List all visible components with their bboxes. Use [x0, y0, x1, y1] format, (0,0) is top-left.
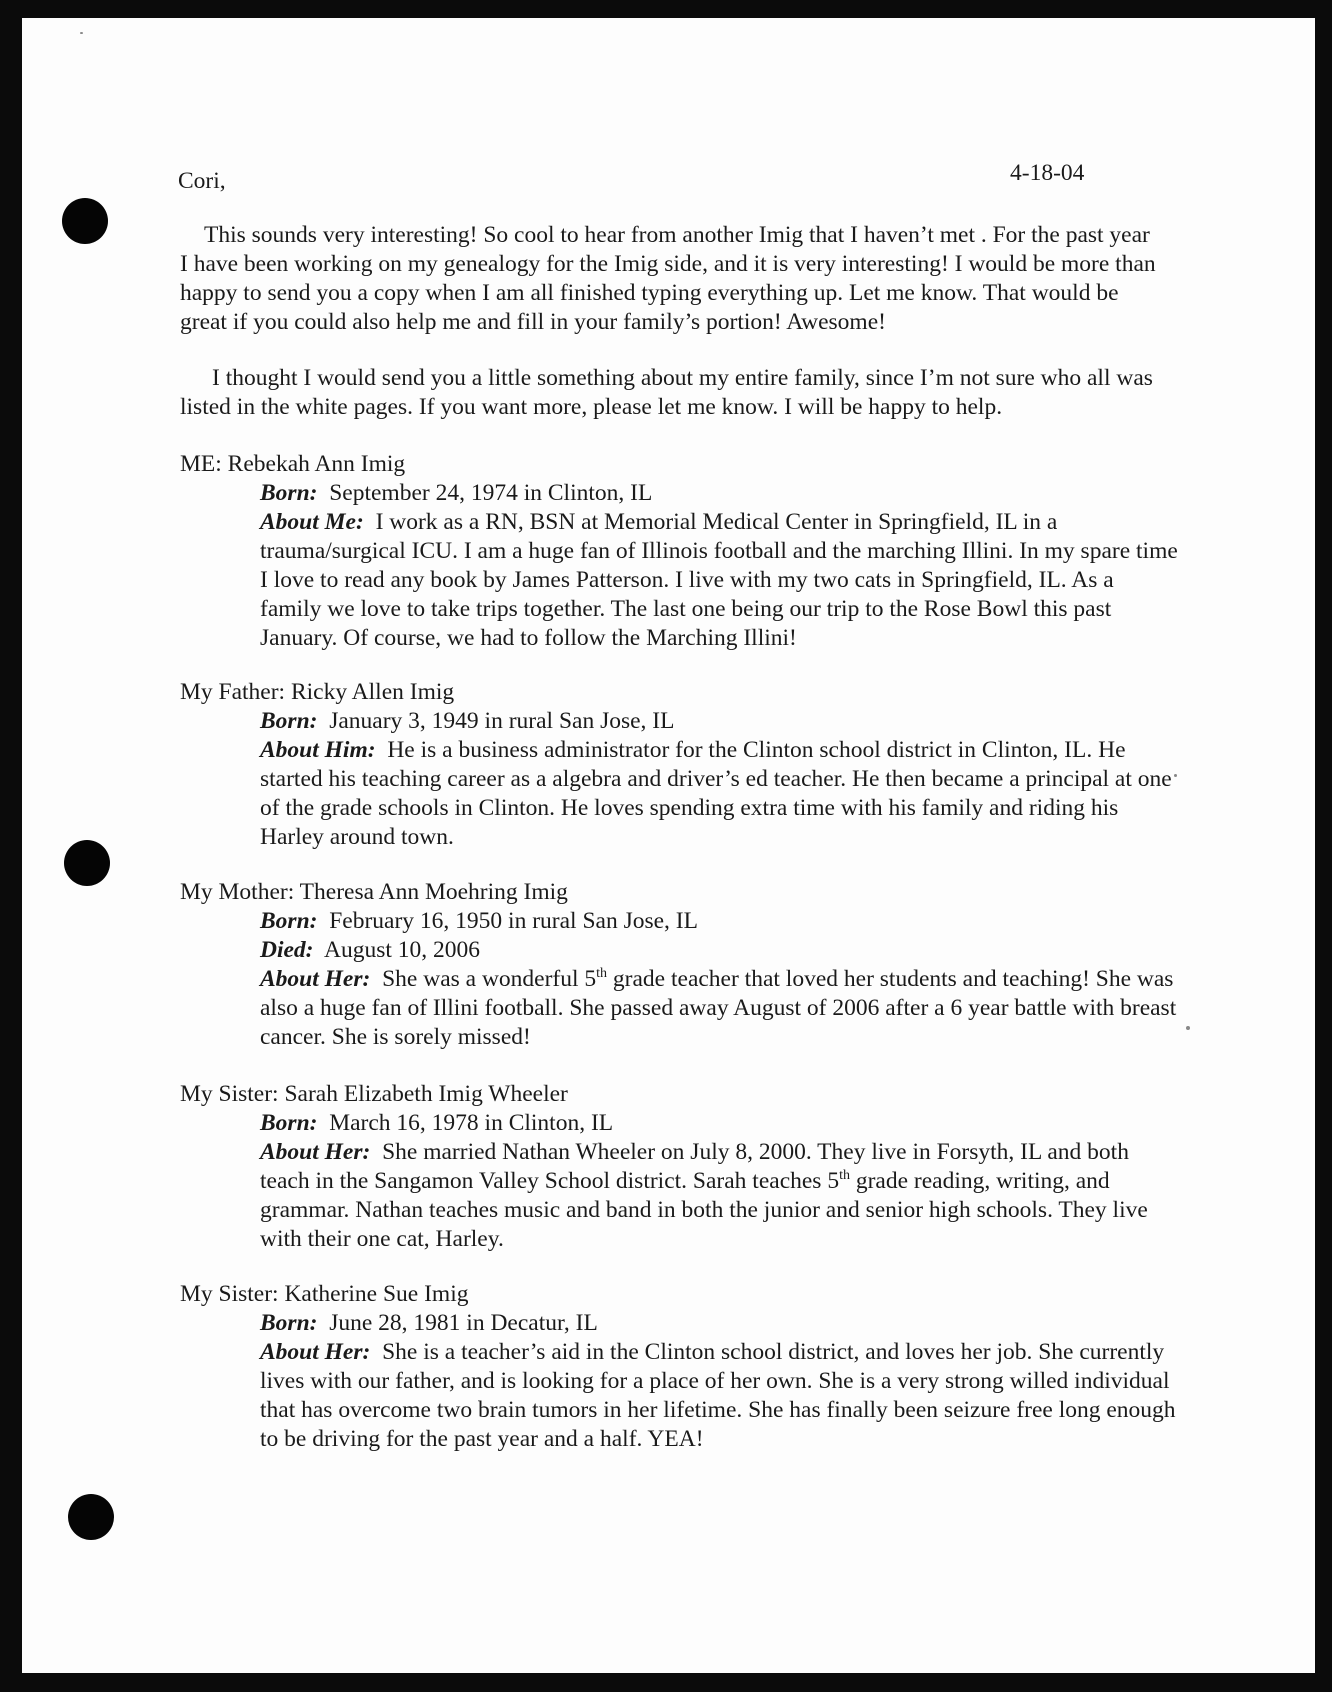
about-label: About Him:: [260, 737, 376, 763]
entry-heading: My Sister: Katherine Sue Imig: [180, 1281, 469, 1307]
family-entry-me: [180, 450, 1180, 653]
entry-heading: My Father: Ricky Allen Imig: [180, 679, 455, 705]
scan-speck: [1186, 1026, 1190, 1030]
about-text: She married Nathan Wheeler on July 8, 2000. They live in Forsyth, IL and both teach in the Sangamon Valley School district. Sarah teaches 5: [260, 1139, 1129, 1194]
died-label: Died:: [260, 937, 314, 963]
intro-paragraph: I thought I would send you a little something about my entire family, since I’m not sure who all was listed in the white pages. If you want more, please let me know. I will be happy to help.: [180, 365, 1153, 420]
entry-heading: ME: Rebekah Ann Imig: [180, 451, 406, 477]
family-entry-sister-sarah: [180, 1080, 1180, 1254]
entry-heading: My Sister: Sarah Elizabeth Imig Wheeler: [180, 1081, 568, 1107]
document-page: [22, 18, 1315, 1673]
punch-hole: [62, 198, 108, 244]
ordinal-suffix: th: [839, 1168, 850, 1184]
born-label: Born:: [260, 1310, 318, 1336]
about-label: About Her:: [260, 966, 371, 992]
born-label: Born:: [260, 708, 318, 734]
born-value: June 28, 1981 in Decatur, IL: [329, 1310, 598, 1336]
born-value: February 16, 1950 in rural San Jose, IL: [329, 908, 698, 934]
about-text: She was a wonderful 5: [382, 966, 597, 992]
about-text: I work as a RN, BSN at Memorial Medical Center in Springfield, IL in a trauma/surgical ICU. I am a huge fan of Illinois football and the marching Illini. In my spare time I love to read any book by James Patterson. I live with my two cats in Springfield, IL. As a family we love to take trips together. The last one being our trip to the Rose Bowl this past January. Of course, we had to follow the Marching Illini!: [260, 509, 1178, 651]
entry-heading: My Mother: Theresa Ann Moehring Imig: [180, 879, 568, 905]
born-value: January 3, 1949 in rural San Jose, IL: [329, 708, 675, 734]
family-entry-sister-katherine: [180, 1280, 1180, 1454]
letter-greeting: Cori,: [178, 168, 226, 194]
intro-paragraph: This sounds very interesting! So cool to hear from another Imig that I haven’t met . For the past year I have been working on my genealogy for the Imig side, and it is very interesting! I would be more than happy to send you a copy when I am all finished typing everything up. Let me know. That would be great if you could also help me and fill in your family’s portion! Awesome!: [180, 222, 1156, 335]
ordinal-suffix: th: [596, 966, 608, 982]
about-label: About Me:: [260, 509, 364, 535]
about-label: About Her:: [260, 1339, 371, 1365]
born-value: September 24, 1974 in Clinton, IL: [329, 480, 653, 506]
born-label: Born:: [260, 908, 318, 934]
scan-speck: [80, 32, 83, 34]
about-text: She is a teacher’s aid in the Clinton school district, and loves her job. She currently lives with our father, and is looking for a place of her own. She is a very strong willed individual that has overcome two brain tumors in her lifetime. She has finally been seizure free long enough to be driving for the past year and a half. YEA!: [260, 1339, 1176, 1452]
about-text: He is a business administrator for the Clinton school district in Clinton, IL. He started his teaching career as a algebra and driver’s ed teacher. He then became a principal at one of the grade schools in Clinton. He loves spending extra time with his family and riding his Harley around town.: [260, 737, 1172, 850]
punch-hole: [68, 1494, 114, 1540]
about-text: grade teacher that loved her students and teaching! She was also a huge fan of Illini football. She passed away August of 2006 after a 6 year battle with breast cancer. She is sorely missed!: [260, 966, 1177, 1050]
family-entry-father: [180, 678, 1180, 852]
about-text: grade reading, writing, and grammar. Nathan teaches music and band in both the junior and senior high schools. They live with their one cat, Harley.: [260, 1168, 1148, 1252]
born-value: March 16, 1978 in Clinton, IL: [329, 1110, 614, 1136]
born-label: Born:: [260, 1110, 318, 1136]
letter-date: 4-18-04: [1010, 160, 1085, 186]
family-entry-mother: [180, 878, 1180, 1052]
punch-hole: [64, 840, 110, 886]
died-value: August 10, 2006: [323, 937, 481, 963]
born-label: Born:: [260, 480, 318, 506]
about-label: About Her:: [260, 1139, 371, 1165]
